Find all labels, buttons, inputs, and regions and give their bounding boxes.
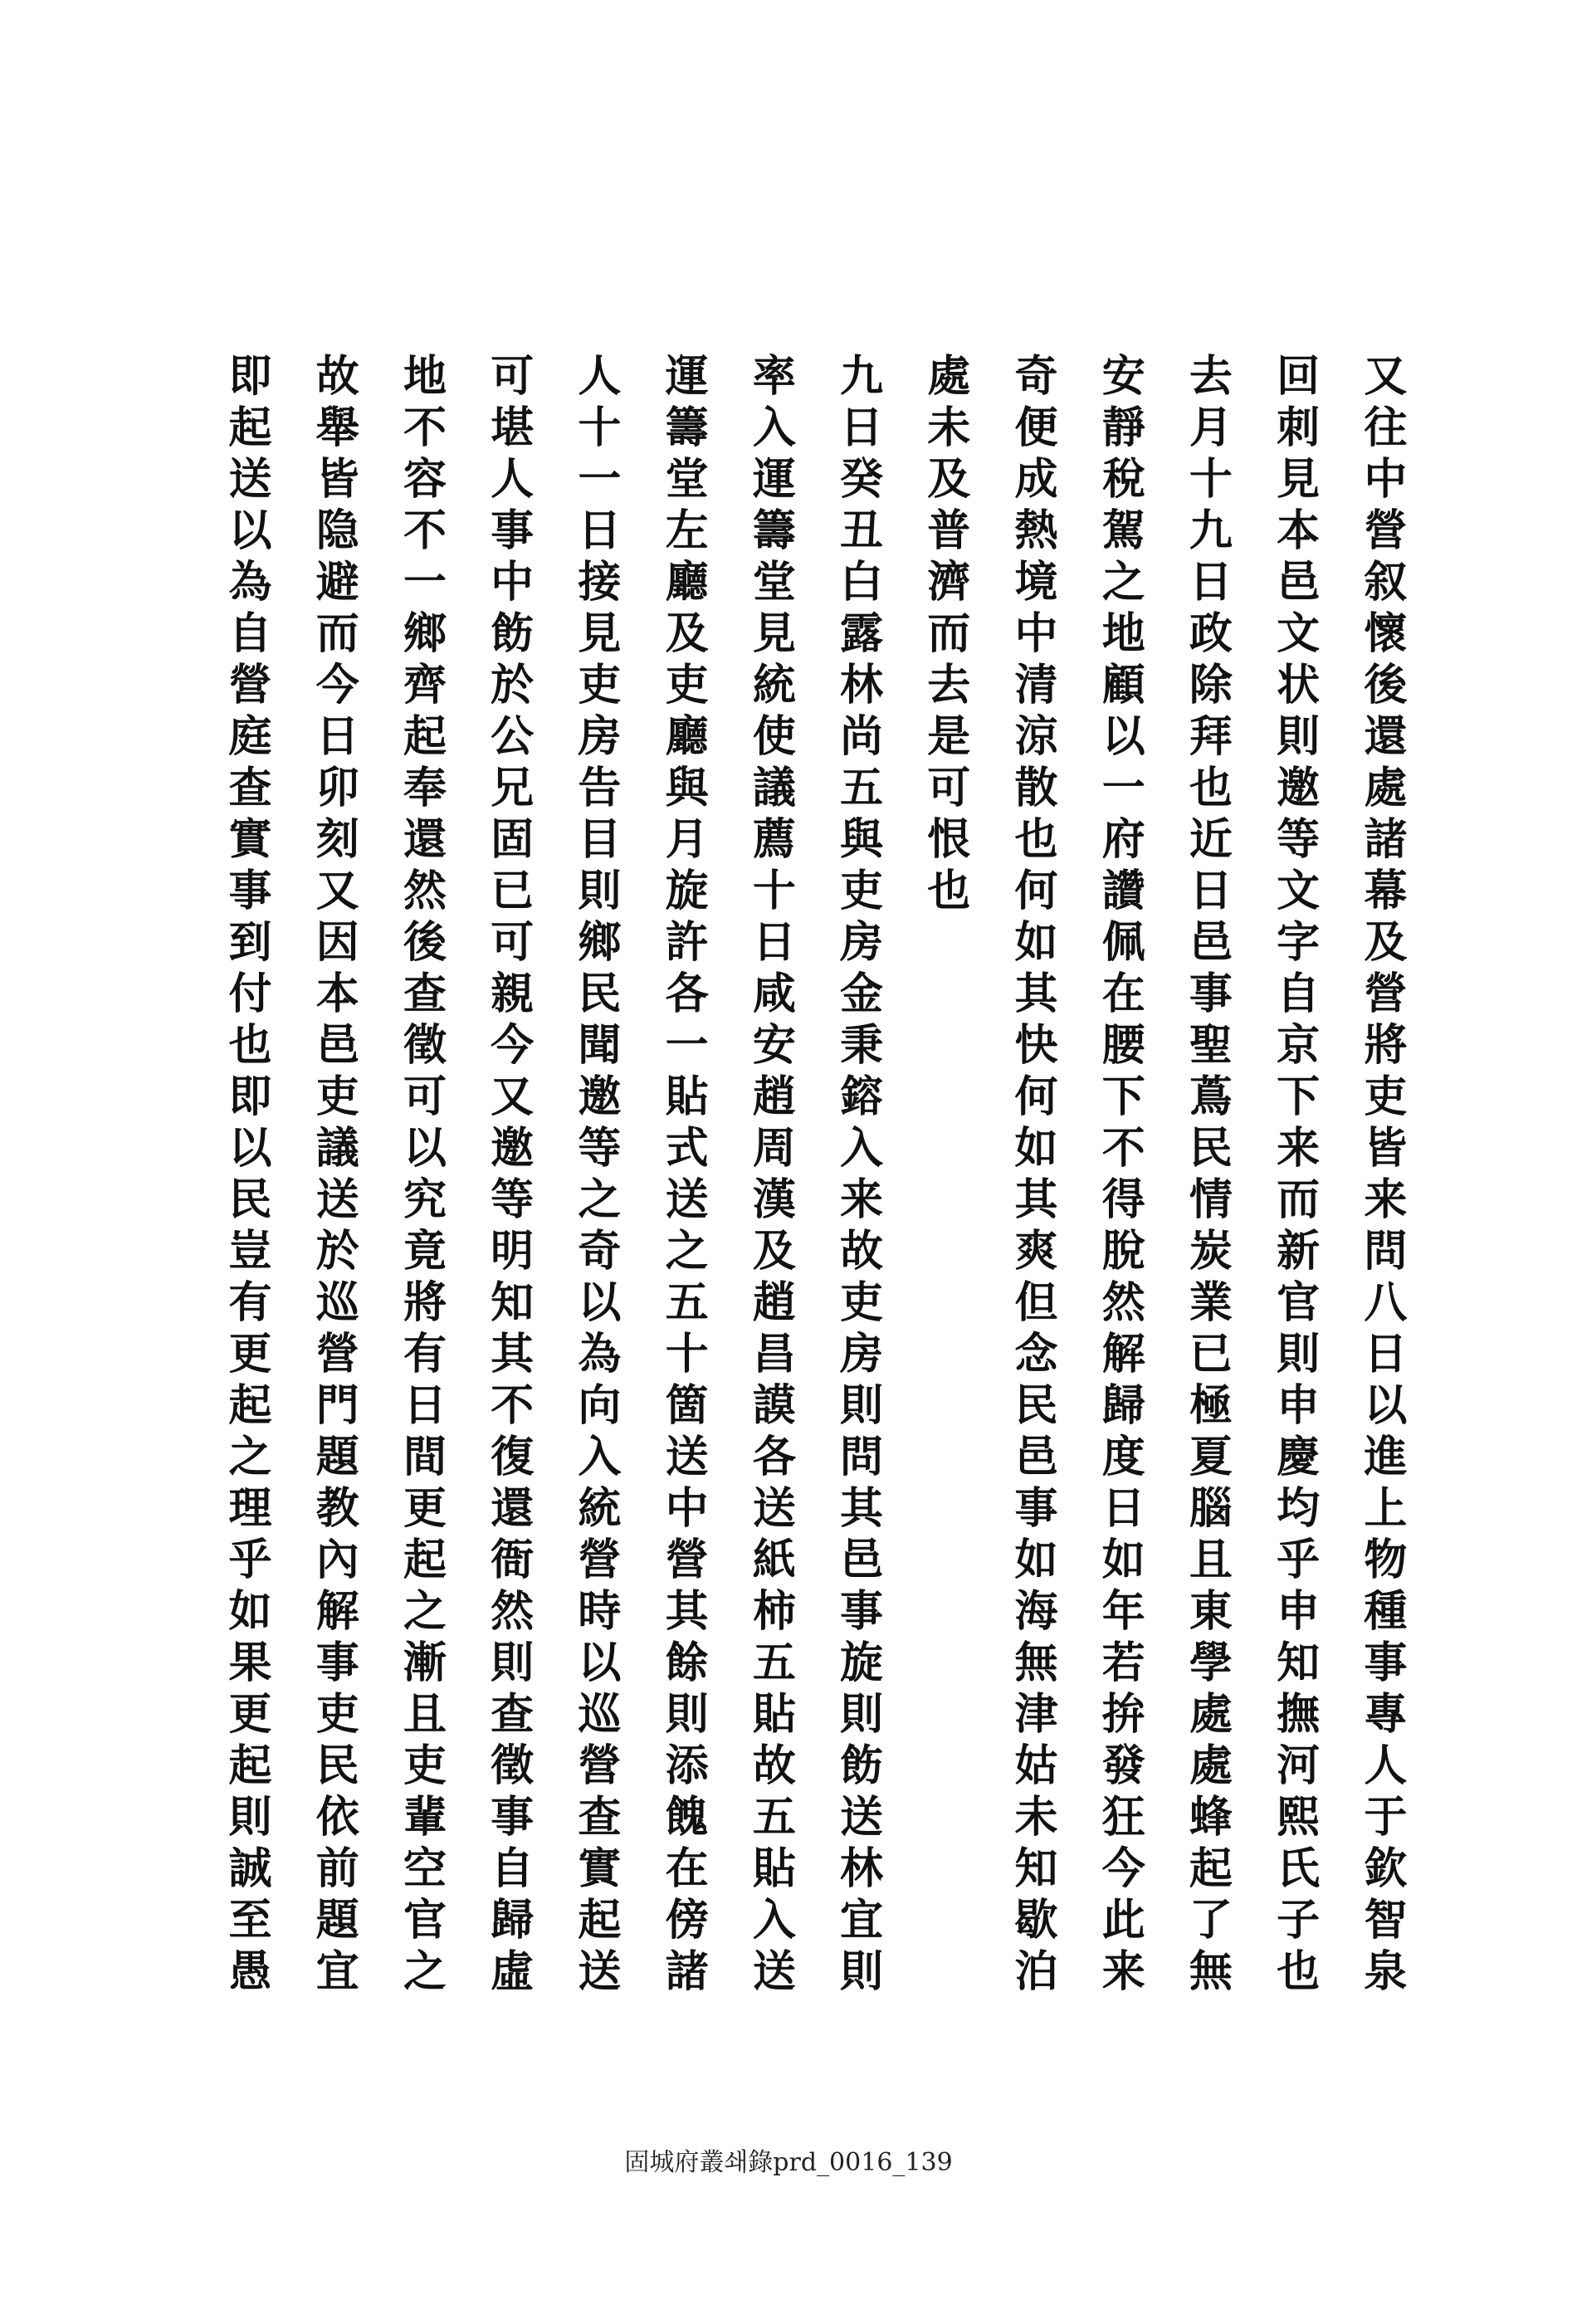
text-column-2: 回刺見本邑文状則邀等文字自京下来而新官則申慶均乎申知撫河熙氏子也 <box>1268 353 1320 1999</box>
text-column-8: 率入運籌堂見統使議薦十日咸安趙周漢及趙昌謨各送紙柿五貼故五貼入送 <box>745 353 796 1999</box>
text-column-1: 又往中營叙懷後還處諸幕及營將吏皆来問八日以進上物種事專人于欽智泉 <box>1355 353 1407 1999</box>
text-column-11: 可堪人事中飭於公兄固已可親今又邀等明知其不復還衙然則查徵事自歸虛 <box>482 353 534 1999</box>
text-column-9: 運籌堂左廳及吏廳與月旋許各一貼式送之五十箇送中營其餘則添餽在傍諸 <box>657 353 709 1999</box>
text-column-14: 即起送以為自營庭查實事到付也即以民豈有更起之理乎如果更起則誠至愚 <box>221 353 271 1999</box>
page-footer: 固城府叢쇄錄prd_0016_139 <box>624 2148 953 2177</box>
text-column-13: 故舉皆隐避而今日卯刻又因本邑吏議送於巡營門題教內解事吏民依前題宜 <box>308 353 359 1999</box>
vertical-text-block <box>221 353 1407 2029</box>
text-column-12: 地不容不一鄉齊起奉還然後查徵可以究竟將有日間更起之漸且吏輩空官之 <box>395 353 447 1999</box>
text-column-6: 處未及普濟而去是可恨也 <box>919 353 970 919</box>
text-column-7: 九日癸丑白露林尚五與吏房金秉鎔入来故吏房則問其邑事旋則飭送林宜則 <box>832 353 883 1999</box>
text-column-4: 安靜稅駕之地顧以一府讚佩在腰下不得脫然解歸度日如年若拚發狂今此来 <box>1094 353 1145 1999</box>
text-column-3: 去月十九日政除拜也近日邑事聖蔦民情炭業已極夏腦且東學處處蜂起了無 <box>1181 353 1233 1999</box>
text-column-10: 人十一日接見吏房告目則鄉民聞邀等之奇以為向入統營時以巡營查實起送 <box>569 353 621 1999</box>
text-column-5: 奇便成熱境中清涼散也何如其快何如其爽但念民邑事如海無津姑未知歇泊 <box>1006 353 1057 1999</box>
